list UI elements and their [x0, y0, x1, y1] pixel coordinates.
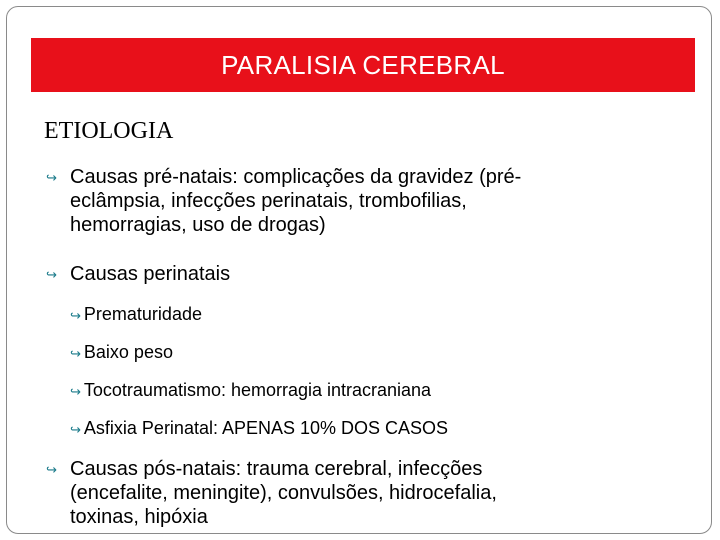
- bullet-line: toxinas, hipóxia: [70, 506, 208, 528]
- sub-bullet-text: Prematuridade: [83, 304, 202, 324]
- slide-title: PARALISIA CEREBRAL: [221, 49, 505, 80]
- curved-arrow-bullet-icon: ↪: [46, 463, 57, 478]
- curved-arrow-bullet-icon: ↪: [70, 347, 81, 362]
- bullet-line: hemorragias, uso de drogas): [70, 214, 326, 236]
- title-bar: [31, 38, 695, 92]
- curved-arrow-bullet-icon: ↪: [46, 268, 57, 283]
- bullet-line: (encefalite, meningite), convulsões, hidrocefalia,: [70, 482, 497, 504]
- sub-bullet-text: Asfixia Perinatal: APENAS 10% DOS CASOS: [83, 418, 449, 438]
- bullet-line: Causas perinatais: [70, 263, 231, 285]
- bullet-item-postnatal: [46, 457, 674, 529]
- bullet-item-prenatal: [46, 165, 674, 237]
- bullet-line: eclâmpsia, infecções perinatais, trombofilias,: [70, 190, 467, 212]
- section-heading: ETIOLOGIA: [44, 118, 174, 144]
- sub-bullet-text: Baixo peso: [83, 342, 173, 362]
- bullet-item-perinatal: [46, 262, 674, 286]
- curved-arrow-bullet-icon: ↪: [46, 171, 57, 186]
- sub-bullet-item: [70, 303, 202, 328]
- curved-arrow-bullet-icon: ↪: [70, 309, 81, 324]
- sub-bullet-item: [70, 341, 173, 366]
- sub-bullet-item: [70, 417, 448, 442]
- curved-arrow-bullet-icon: ↪: [70, 385, 81, 400]
- sub-bullet-text: Tocotraumatismo: hemorragia intracraniana: [83, 380, 432, 400]
- bullet-line: Causas pós-natais: trauma cerebral, infecções: [70, 458, 483, 480]
- curved-arrow-bullet-icon: ↪: [70, 423, 81, 438]
- bullet-line: Causas pré-natais: complicações da gravidez (pré-: [70, 166, 522, 188]
- sub-bullet-item: [70, 379, 431, 404]
